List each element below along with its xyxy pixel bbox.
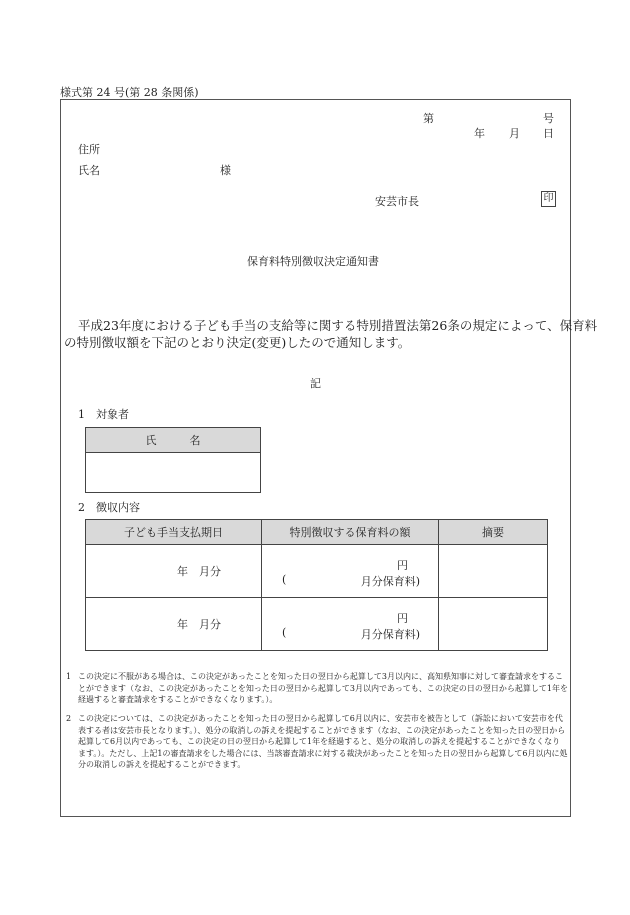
- yen-label: 円: [397, 612, 408, 625]
- note-number: 2: [66, 714, 72, 723]
- payment-date-cell: 年 月分: [86, 598, 262, 651]
- note-number: 1: [66, 672, 72, 681]
- payment-date-header: 子ども手当支払期日: [86, 520, 262, 545]
- seal-mark: 印: [541, 191, 556, 207]
- note-text: この決定に不服がある場合は、この決定があったことを知った日の翌日から起算して3月以内に、高知県知事に対して審査請求をすることができます（なお、この決定があったことを知った日の翌日から起算して3月以内であっても、この決定の日の翌日から起算して1年を経過すると審査請求をすることができなくなります。）。: [78, 672, 569, 704]
- ki-heading: 記: [310, 377, 321, 390]
- body-line-1: 平成23年度における子ども手当の支給等に関する特別措置法第26条の規定によって、保育料: [78, 318, 598, 333]
- payment-date-cell: 年 月分: [86, 545, 262, 598]
- yen-label: 円: [397, 559, 408, 572]
- note-2: [66, 713, 568, 771]
- honorific: 様: [220, 164, 231, 177]
- number-suffix: 号: [543, 112, 554, 125]
- note-1: [66, 671, 569, 706]
- number-prefix: 第: [423, 112, 434, 125]
- paren-open: (: [282, 573, 287, 586]
- amount-header: 特別徴収する保育料の額: [262, 520, 439, 545]
- month-fee-label: 月分保育料): [360, 628, 420, 641]
- address-label: 住所: [78, 143, 100, 156]
- amount-cell: [262, 545, 439, 598]
- subject-table: [85, 427, 261, 493]
- section-2-heading: 2 徴収内容: [78, 501, 140, 514]
- body-line-2: の特別徴収額を下記のとおり決定(変更)したので通知します。: [64, 335, 411, 350]
- table-row: [86, 598, 548, 651]
- name-cell: [86, 453, 261, 493]
- date-day: 日: [543, 127, 554, 140]
- paren-open: (: [282, 626, 287, 639]
- remarks-cell: [439, 545, 548, 598]
- form-id: 様式第 24 号(第 28 条関係): [60, 86, 199, 99]
- document-title: 保育料特別徴収決定通知書: [247, 255, 379, 268]
- table-row: [86, 545, 548, 598]
- remarks-cell: [439, 598, 548, 651]
- section-1-heading: 1 対象者: [78, 408, 129, 421]
- remarks-header: 摘要: [439, 520, 548, 545]
- note-text: この決定については、この決定があったことを知った日の翌日から起算して6月以内に、安芸市を被告として（訴訟において安芸市を代表する者は安芸市長となります。）、処分の取消しの訴えを提起することができます（なお、この決定があったことを知った日の翌日から起算して6月以内であっても、この決定の日の翌日から起算して1年を経過すると、処分の取消しの訴えを提起することができなくなります。）。ただし、上記1の審査請求をした場合には、当該審査請求に対する裁決があったことを知った日の翌日から起算して6月以内に処分の取消しの訴えを提起することができます。: [78, 714, 568, 769]
- date-month: 月: [509, 127, 520, 140]
- month-fee-label: 月分保育料): [360, 575, 420, 588]
- collection-table: [85, 519, 548, 651]
- name-column-header: 氏 名: [86, 428, 261, 453]
- amount-cell: [262, 598, 439, 651]
- issuer-title: 安芸市長: [375, 195, 419, 208]
- name-label: 氏名: [78, 164, 100, 177]
- date-year: 年: [474, 127, 485, 140]
